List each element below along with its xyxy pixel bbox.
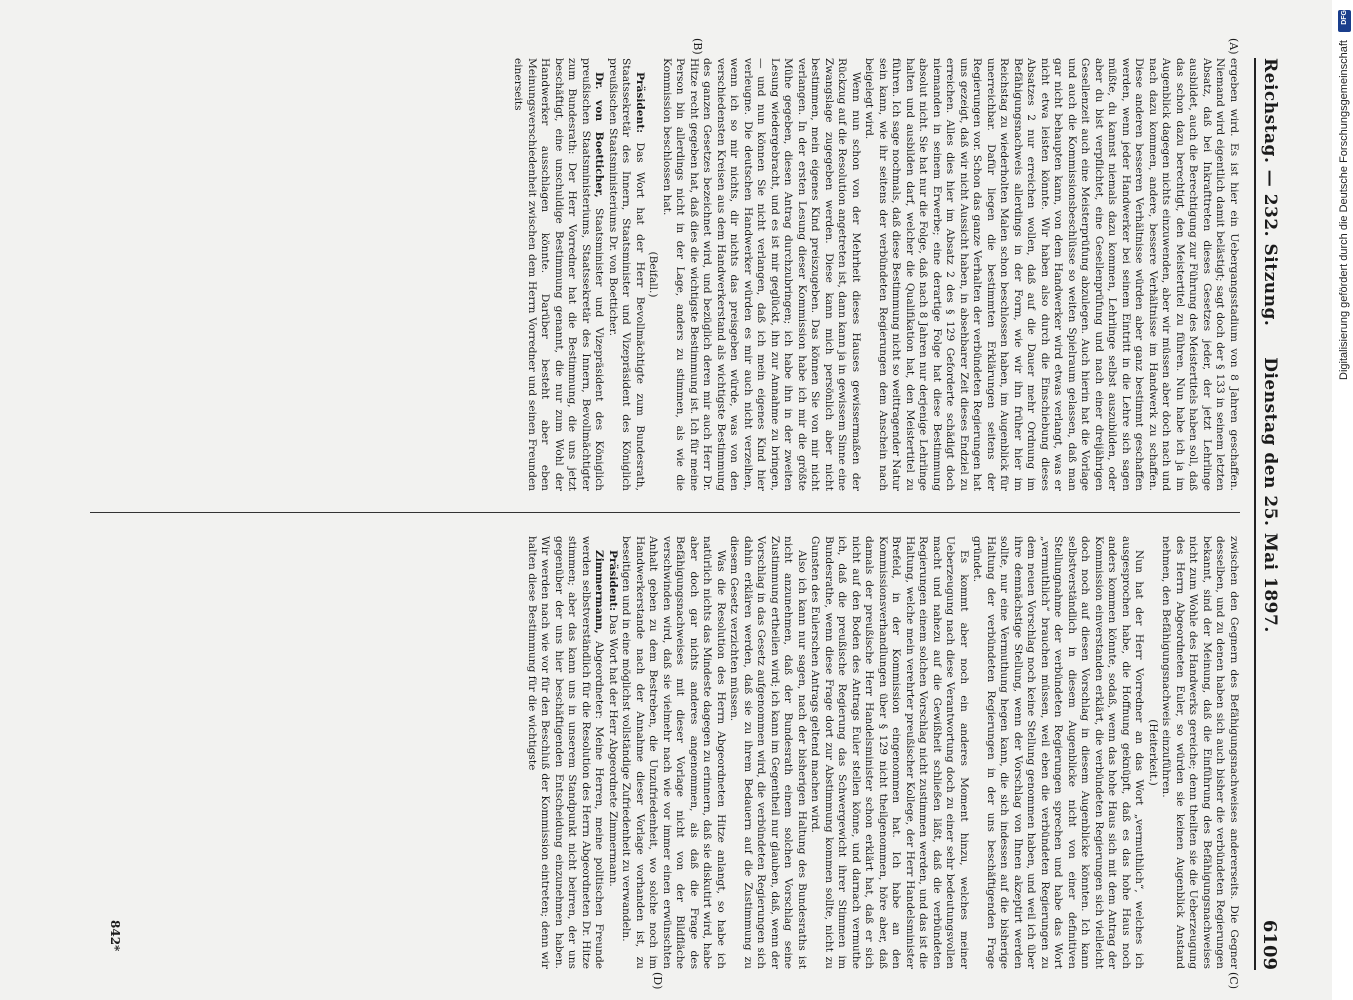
speaker-paragraph [525, 536, 606, 969]
margin-marker-d: (D) [651, 972, 664, 990]
page-number: 6109 [1259, 919, 1280, 970]
interjection: (Beifall.) [647, 251, 660, 298]
paragraph: Also ich kann nur sagen, nach der bisherigen Haltung des Bundesraths ist nicht anzunehmen, daß der Bundesrath einem solchen Vorschlag seine Zustimmung ertheilen wird; ich kann im Gegentheil nur glauben, daß, wenn der Vorschlag in das Gesetz aufgenommen wird, die verbündeten Regierungen sich dahin erklären werden, daß sie zu ihrem Bedauern auf die Zustimmung zu diesem Gesetz verzichten müssen. [728, 536, 808, 969]
speech-text: Staatsminister und Vizepräsident des Königlich preußischen Staatsministeriums, Staatssekretär des Innern, Bevollmächtigter zum Bundesrath: Der Herr Vorredner hat die Bestimmung, die uns jetzt beschäftigt, eine unschuldige Bestimmung genannt, die nur zum Wohl der Handwerker ausschlagen könnte. Darüber besteht aber eben Meinungsverschiedenheit zwischen dem Herrn Vorredner und seinen Freunden einerseits [512, 58, 606, 492]
margin-marker-b: (B) [691, 38, 704, 55]
right-text-column [525, 536, 1241, 969]
margin-marker-a: (A) [1227, 38, 1240, 55]
header-rule [1254, 58, 1256, 970]
dfg-logo-text: DFG [1341, 10, 1348, 25]
speaker-paragraph [606, 536, 620, 969]
interjection: (Heiterkeit.) [1147, 719, 1159, 786]
digitization-credit: Digitalisierung gefördert durch die Deutsche Forschungsgemeinschaft [1338, 40, 1350, 380]
paragraph: Es kommt aber noch ein anderes Moment hinzu, welches meiner Ueberzeugung nach diese Verantwortung doch zu einer sehr bedeutungsvollen macht und nahezu auf die Gewißheit schließen läßt, daß die verbündeten Regierungen einem solchen Vorschlag nicht zustimmen werden, und das ist die Haltung, welche mein verehrter preußischer Kollege, der Herr Handelsminister Brefeld, in der Kommission eingenommen hat. Ich habe an den Kommissionsverhandlungen über § 129 nicht theilgenommen, höre aber, daß damals der preußische Herr Handelsminister schon erklärt hat, daß er sich nicht auf den Boden des Antrags Euler stellen könne, und darnach vermuthe ich, daß die preußische Regierung das Schwergewicht ihrer Stimmen im Bundesrathe, wenn diese Frage dort zur Abstimmung kommen sollte, nicht zu Gunsten des Eulerschen Antrags geltend machen wird. [809, 536, 970, 969]
speech-text: Das Wort hat der Herr Bevollmächtigte zum Bundesrath, Staatssekretär des Innern, Staatsminister und Vizepräsident des Königlich preußischen Staatsministeriums Dr. von Boetticher. [607, 58, 646, 491]
margin-marker-c: (C) [1227, 972, 1240, 989]
speaker-paragraph [511, 58, 606, 491]
paragraph: Nun hat der Herr Vorredner an das Wort „vermuthlich“, welches ich ausgesprochen habe, die Hoffnung geknüpft, daß es das hohe Haus noch anders kommen könnte, sodaß, wenn das hohe Haus sich mit dem Antrag der Kommission einverstanden erklärt, die verbündeten Regierungen sich vielleicht doch noch auf diesen Vorschlag in diesem Augenblicke könnten. Ich kann selbstverständlich in diesem Augenblicke nicht von einer definitiven Stellungnahme der verbündeten Regierungen sprechen und habe das Wort „vermuthlich“ brauchen müssen, weil eben die verbündeten Regierungen zu dem neuen Vorschlag noch keine Stellung genommen haben, und weil ich über ihre demnächstige Stellung, wenn der Vorschlag von Ihnen akzeptirt werden sollte, nur eine Vermuthung hegen kann, die sich indessen auf die bisherige Haltung der verbündeten Regierungen in der uns beschäftigenden Frage gründet. [971, 536, 1146, 969]
paragraph: Wenn nun schon von der Mehrheit dieses Hauses gewissermaßen der Rückzug auf die Resolution angetreten ist, dann kann ja in gewissem Sinne eine Zwangslage zugegeben werden. Diese kann mich persönlich aber nicht bestimmen, mein eigenes Kind preiszugeben. Das können Sie von mir nicht verlangen. In der ersten Lesung dieser Kommission habe ich mir die größte Mühe gegeben, diesen Antrag durchzubringen; ich habe ihn in der zweiten Lesung wiedergebracht, und es ist mir geglückt, ihn zur Annahme zu bringen, — und nun können Sie nicht verlangen, daß ich mein eigenes Kind hier verleugne. Die deutschen Handwerker würden es mir auch nicht verzeihen, wenn ich so mir nichts, dir nichts das preisgeben würde, was von den verschiedensten Kreisen aus dem Handwerkerstand als wichtigste Bestimmung des ganzen Gesetzes bezeichnet wird, und bezüglich deren mir auch Herr Dr. Hitze recht gegeben hat, daß dies die wichtigste Bestimmung ist. Ich für meine Person bin allerdings nicht in der Lage, anders zu stimmen, als wie die Kommission beschlossen hat. [661, 58, 862, 491]
left-text-column [511, 58, 1240, 491]
speech-text: Abgeordneter: Meine Herren, meine politischen Freunde werden selbstverständlich für die Resolution des Herrn Abgeordneten Dr. Hitze stimmen; aber das kann uns in unserem Standpunkt nicht beirren, der uns gegenüber der uns hier beschäftigenden Entscheidung einzunehmen haben. Wir werden nach wie vor für den Beschluß der Kommission eintreten; denn wir halten diese Bestimmung für die wichtigste [526, 536, 606, 970]
speaker-label: Zimmermann, [593, 550, 606, 634]
speaker-label: Präsident: [607, 550, 619, 612]
speech-text: Das Wort hat der Herr Abgeordnete Zimmermann. [607, 614, 619, 887]
running-header-date: Dienstag den 25. Mai 1897. [1260, 357, 1280, 633]
paragraph: ergeben wird. Es ist hier ein Uebergangsstadium von 8 Jahren geschaffen. Niemand wird eigentlich damit belästigt; sagt doch der § 133 in seinem letzten Absatz, daß bei Inkrafttreten dieses Gesetzes jeder, der jetzt Lehrlinge ausbildet, auch die Berechtigung zur Führung des Meistertitels haben soll, daß das schon dazu berechtigt, den Meistertitel zu führen. Nun habe ich ja im Augenblick dagegen nichts einzuwenden, aber wir müssen aber doch nach und nach dazu kommen, andere, bessere Verhältnisse im Handwerk zu schaffen. Diese anderen besseren Verhältnisse würden aber ganz bestimmt geschaffen werden, wenn jeder Handwerker bei seinem Eintritt in die Lehre sich sagen müßte, du kannst niemals dazu kommen, Lehrlinge selbst auszubilden, oder aber du bist verpflichtet, eine Gesellenprüfung und nach einer dreijährigen Gesellenzeit auch eine Meisterprüfung abzulegen. Auch hierin hat die Vorlage und auch die Kommissionsbeschlüsse so weiten Spielraum gelassen, daß man gar nicht behaupten kann, von dem Handwerker wird etwas verlangt, was er nicht etwa leisten könnte. Wir haben also durch die Einschiebung dieses Absatzes 2 nur erreichen wollen, daß auf die Dauer mehr Ordnung im Befähigungsnachweis allerdings in der Form, wie wir ihn früher hier im Reichstag zu wiederholten Malen schon beschlossen haben, im Augenblick für unerreichbar. Dafür liegen die bestimmten Erklärungen seitens der Regierungen vor. Schon das ganze Verhalten der verbündeten Regierungen hat uns gezeigt, daß wir nicht Aussicht haben, in absehbarer Zeit dieses Endziel zu erreichen. Alles dies hier im Absatz 2 des § 129 Geforderte schädigt doch niemanden in seinem Erwerbe; eine derartige Folge hat diese Bestimmung absolut nicht. Sie hat nur die Folge, daß nach 8 Jahren nur derjenige Lehrlinge halten und ausbilden darf, welcher die Qualifikation hat, den Meistertitel zu führen. Ich sage nochmals, daß diese Bestimmung nicht so weittragender Natur sein kann, wie ihr seitens der verbündeten Regierungen dem Anschein nach beigelegt wird. [863, 58, 1240, 491]
speaker-paragraph [606, 58, 647, 491]
dfg-logo [1338, 10, 1351, 32]
paragraph: Was die Resolution des Herrn Abgeordneten Hitze anlangt, so habe ich natürlich nichts das Mindeste dagegen zu erinnern, daß sie diskutirt wird, habe aber doch gar nichts anderes angenommen, als daß die Frage des Befähigungsnachweises mit dieser Vorlage nicht von der Bildfläche verschwinden wird, daß sie vielmehr nach wie vor immer einen erwünschten Anhalt geben zu dem Bestreben, die Unzufriedenheit, wo solche noch im Handwerkerstande nach der Annahme dieser Vorlage vorhanden ist, zu beseitigen und in eine möglichst vollständige Zufriedenheit zu verwandeln. [620, 536, 727, 969]
speaker-label: Dr. von Boetticher, [593, 72, 606, 198]
running-header-left: Reichstag. — 232. Sitzung. [1260, 58, 1280, 327]
column-divider [90, 512, 1240, 513]
speaker-label: Präsident: [634, 72, 646, 134]
paragraph: zwischen den Gegnern des Befähigungsnachweises andererseits. Die Gegner desselben, und zu denen haben sich auch bisher die verbündeten Regierungen bekannt, sind der Meinung, daß die Einführung des Befähigungsnachweises nicht zum Wohle des Handwerks gereiche; denn theilten sie die Ueberzeugung des Herrn Abgeordneten Euler, so würden sie keinen Augenblick Anstand nehmen, den Befähigungsnachweis einzuführen. [1160, 536, 1240, 969]
signature-mark: 842* [108, 920, 122, 952]
